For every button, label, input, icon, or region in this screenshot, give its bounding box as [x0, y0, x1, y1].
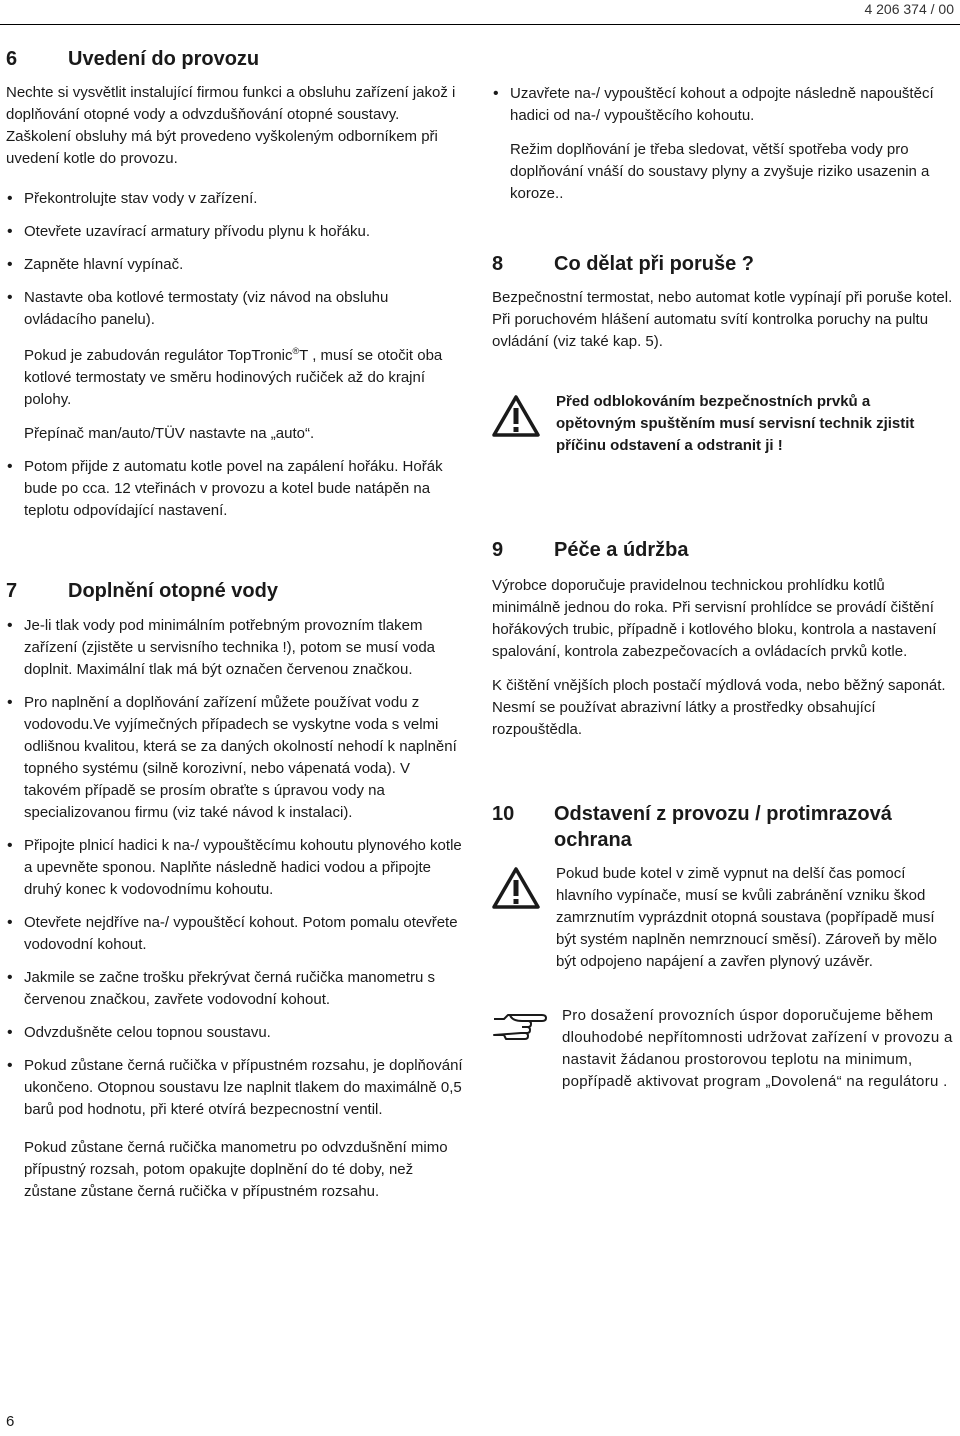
warning-triangle-icon	[492, 863, 556, 973]
section-6-bullets	[6, 188, 464, 331]
list-item: • Je-li tlak vody pod minimálním potřebným provozním tlakem zařízení (zjistěte u servisního technika !), potom se musí voda doplnit. Maximální tlak má být označen červenou značkou.	[6, 615, 464, 681]
section-8-heading	[492, 251, 954, 277]
list-item: • Jakmile se začne trošku překrývat černá ručička manometru s červenou značkou, zavřete vodovodní kohout.	[6, 967, 464, 1011]
right-top-bullets	[492, 83, 954, 127]
regulator-note	[6, 345, 464, 411]
section-9-paragraph-1: Výrobce doporučuje pravidelnou technickou prohlídku kotlů minimálně jednou do roka. Při servisní prohlídce se provádí čištění hořákových trubic, případně i kotlového bloku, kontrola a nastavení spalování, kontrola zabezpečovacích a ovládacích prvků kotle.	[492, 577, 937, 660]
section-10-warning	[492, 863, 954, 973]
list-item: • Připojte plnicí hadici k na-/ vypouštěcímu kohoutu plynového kotle a upevněte sponou. Naplňte následně hadici vodou a připojte druhý konec k vodovodnímu kohoutu.	[6, 835, 464, 901]
section-6-heading	[6, 46, 464, 72]
tip-text: Pro dosažení provozních úspor doporučujeme během dlouhodobé nepřítomnosti udržovat zařízení v provozu a nastavit žádanou prostorovou teplotu na minimum, popřípadě aktivovat program „Dovolená“ na regulátoru .	[562, 1007, 953, 1090]
section-6-bullets-2	[6, 456, 464, 522]
section-8-warning	[492, 391, 954, 457]
section-number: 6	[6, 48, 18, 70]
section-number: 8	[492, 253, 504, 275]
section-title: Co dělat při poruše ?	[554, 253, 755, 275]
section-10-tip	[492, 1005, 954, 1093]
section-9-heading	[492, 537, 954, 563]
refill-note: Režim doplňování je třeba sledovat, větší spotřeba vody pro doplňování vnáší do soustavy plyny a zvyšuje riziko usazenin a koroze..	[510, 141, 930, 202]
section-title: Péče a údržba	[554, 539, 689, 561]
section-number: 10	[492, 803, 515, 825]
list-item: • Překontrolujte stav vody v zařízení.	[6, 188, 464, 210]
section-6-intro: Nechte si vysvětlit instalující firmou funkci a obsluhu zařízení jakož i doplňování otopné vody a odvzdušňování otopné soustavy. Zaškolení obsluhy má být provedeno vyškoleným odborníkem při uvedení kotle do provozu.	[6, 84, 456, 167]
section-title: Odstavení z provozu / protimrazová ochrana	[554, 803, 892, 851]
list-item: • Otevřete nejdříve na-/ vypouštěcí kohout. Potom pomalu otevřete vodovodní kohout.	[6, 912, 464, 956]
section-number: 9	[492, 539, 504, 561]
left-column	[6, 46, 464, 1203]
regulator-text-a: Pokud je zabudován regulátor TopTronic	[24, 347, 293, 364]
section-10-heading	[492, 801, 954, 853]
list-item: • Odvzdušněte celou topnou soustavu.	[6, 1022, 464, 1044]
list-item: • Uzavřete na-/ vypouštěcí kohout a odpojte následně napouštěcí hadici od na-/ vypouštěcího kohoutu.	[492, 83, 954, 127]
section-7-closing: Pokud zůstane černá ručička manometru po odvzdušnění mimo přípustný rozsah, potom opakujte doplnění do té doby, než zůstane zůstane černá ručička v přípustném rozsahu.	[24, 1139, 448, 1200]
list-item: • Otevřete uzavírací armatury přívodu plynu k hořáku.	[6, 221, 464, 243]
right-column	[492, 83, 954, 1093]
header-rule	[0, 24, 960, 25]
warning-triangle-icon	[492, 391, 556, 457]
regulator-text-b: T , musí se otočit oba kotlové termostaty ve směru hodinových ručiček až do krajní polohy.	[24, 347, 443, 408]
pointing-hand-icon	[492, 1005, 562, 1093]
list-item: • Zapněte hlavní vypínač.	[6, 254, 464, 276]
section-7-heading	[6, 578, 464, 604]
warning-text: Před odblokováním bezpečnostních prvků a opětovným spuštěním musí servisní technik zjistit příčinu odstavení a odstranit ji !	[556, 393, 915, 454]
document-number: 4 206 374 / 00	[864, 1, 954, 17]
switch-note: Přepínač man/auto/TÜV nastavte na „auto“.	[24, 425, 315, 442]
section-title: Uvedení do provozu	[68, 48, 260, 70]
list-item: • Nastavte oba kotlové termostaty (viz návod na obsluhu ovládacího panelu).	[6, 287, 464, 331]
page-number: 6	[6, 1413, 15, 1430]
list-item: • Pro naplnění a doplňování zařízení můžete používat vodu z vodovodu.Ve vyjímečných případech se vyskytne voda s velmi odlišnou kvalitou, která se za daných okolností nehodí k naplnění topného systému (silně korozivní, nebo vápenatá voda). V takovém případě se prosím obraťte s úpravou vody na specializovanou firmu (viz také návod k instalaci).	[6, 692, 464, 824]
section-title: Doplnění otopné vody	[68, 580, 278, 602]
section-number: 7	[6, 580, 18, 602]
list-item: • Potom přijde z automatu kotle povel na zapálení hořáku. Hořák bude po cca. 12 vteřinách v provozu a kotel bude natápěn na teplotu odpovídající nastavení.	[6, 456, 464, 522]
list-item: • Pokud zůstane černá ručička v přípustném rozsahu, je doplňování ukončeno. Otopnou soustavu lze naplnit tlakem do maximálně 0,5 barů pod hodnotu, při které otvírá bezpecnostní ventil.	[6, 1055, 464, 1121]
section-7-bullets	[6, 615, 464, 1121]
warning-text: Pokud bude kotel v zimě vypnut na delší čas pomocí hlavního vypínače, musí se kvůli zabránění vzniku škod zamrznutím vyprázdnit otopná soustava (popřípadě musí být systém naplněn nemrznoucí směsí). Zároveň by mělo být odpojeno napájení a zavřen plynový uzávěr.	[556, 865, 937, 970]
section-9-paragraph-2: K čištění vnějších ploch postačí mýdlová voda, nebo běžný saponát. Nesmí se používat abrazivní látky a prostředky obsahující rozpouštědla.	[492, 677, 946, 738]
section-8-text: Bezpečnostní termostat, nebo automat kotle vypínají při poruše kotel. Při poruchovém hlášení automatu svítí kontrolka poruchy na pultu ovládání (viz také kap. 5).	[492, 289, 953, 350]
registered-mark: ®	[292, 346, 300, 356]
